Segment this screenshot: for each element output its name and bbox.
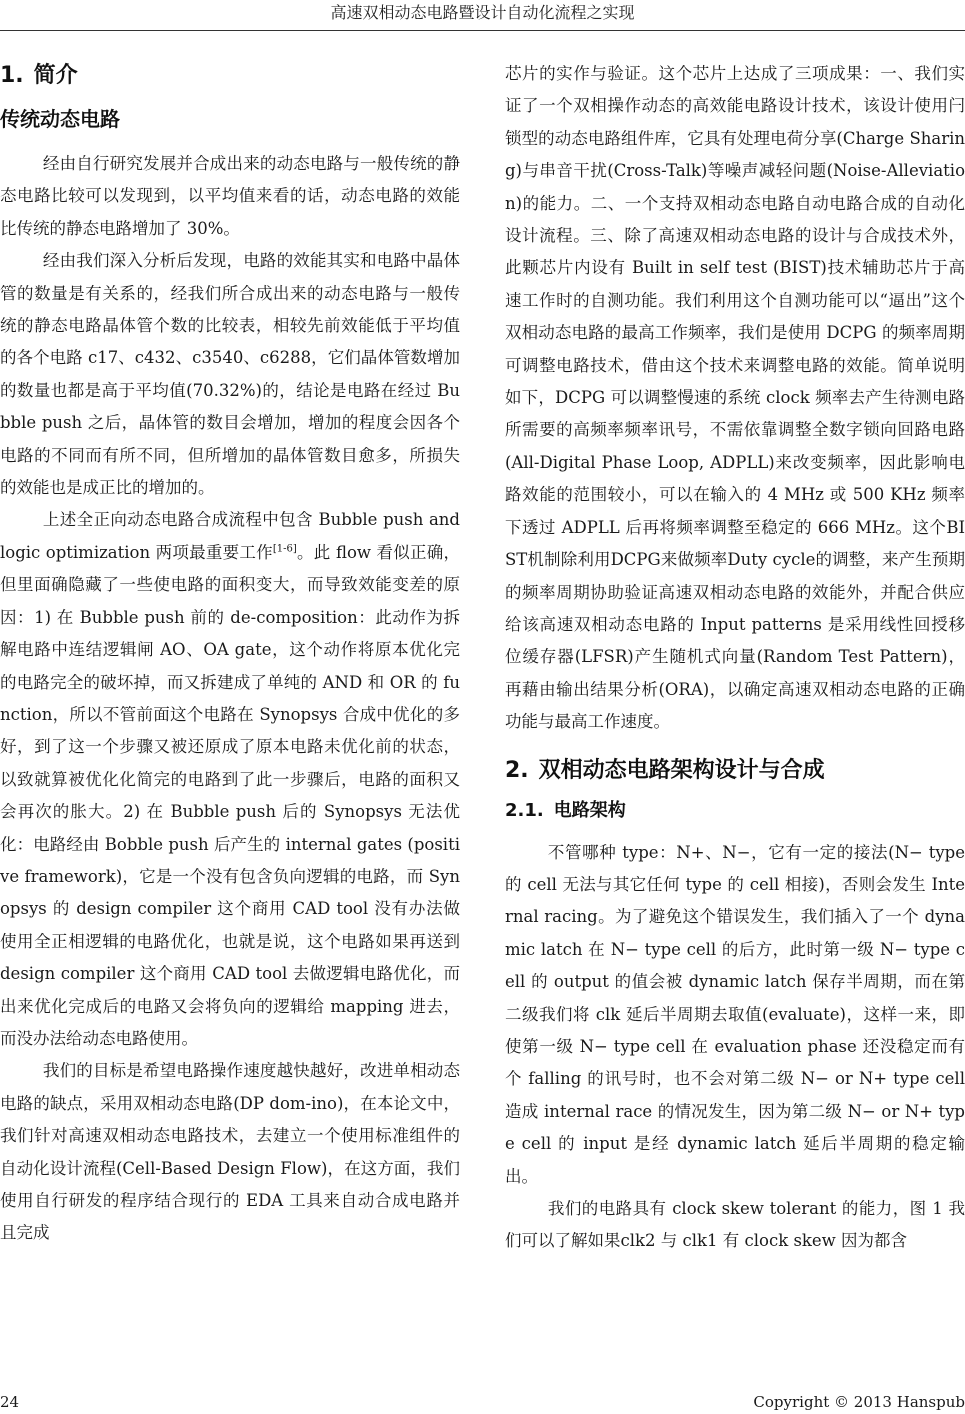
paragraph-left-3 [0, 504, 460, 1055]
section-2-heading [505, 753, 965, 789]
paragraph-left-2: 经由我们深入分析后发现，电路的效能其实和电路中晶体管的数量是有关系的，经我们所合成出来的动态电路与一般传统的静态电路晶体管个数的比较表，相较先前效能低于平均值的各个电路 c17、c432、c3540、c6288，它们晶体管数增加的数量也都是高于平均值(70.32%)的，结论是电路在经过 Bubble push 之后，晶体管的数目会增加，增加的程度会因各个电路的不同而有所不同，但所增加的晶体管数目愈多，所损失的效能也是成正比的增加的。 [0, 251, 460, 498]
left-column [0, 58, 460, 1250]
citation-ref: [1-6] [272, 543, 297, 555]
section-2-number: 2. [505, 757, 529, 783]
header-divider [0, 30, 965, 31]
right-column [505, 58, 965, 1258]
subsection-2-1-title: 电路架构 [553, 799, 626, 821]
paragraph-right-1: 芯片的实作与验证。这个芯片上达成了三项成果：一、我们实证了一个双相操作动态的高效能电路设计技术，该设计使用闩锁型的动态电路组件库，它具有处理电荷分享(Charge Sharing)与串音干扰(Cross-Talk)等噪声减轻问题(Noise-Alleviation)的能力。二、一个支持双相动态电路自动电路合成的自动化设计流程。三、除了高速双相动态电路的设计与合成技术外，此颗芯片内设有 Built in self test (BIST)技术辅助芯片于高速工作时的自测功能。我们利用这个自测功能可以“逼出”这个双相动态电路的最高工作频率，我们是使用 DCPG 的频率周期可调整电路技术，借由这个技术来调整电路的效能。简单说明如下，DCPG 可以调整慢速的系统 clock 频率去产生待测电路所需要的高频率频率讯号，不需依靠调整全数字锁向回路电路(All-Digital Phase Loop, ADPLL)来改变频率，因此影响电路效能的范围较小，可以在输入的 4 MHz 或 500 KHz 频率下透过 ADPLL 后再将频率调整至稳定的 666 MHz。这个BIST机制除利用DCPG来做频率Duty cycle的调整，来产生预期的频率周期协助验证高速双相动态电路的效能外，并配合供应给该高速双相动态电路的 Input patterns 是采用线性回授移位缓存器(LFSR)产生随机式向量(Random Test Pattern)，再藉由输出结果分析(ORA)，以确定高速双相动态电路的正确功能与最高工作速度。 [505, 64, 965, 732]
copyright-notice: Copyright © 2013 Hanspub [753, 1393, 965, 1411]
subsection-traditional-dynamic-circuit: 传统动态电路 [0, 107, 120, 131]
subsection-2-1-number: 2.1. [505, 799, 544, 821]
paragraph-left-3-part-b: 。此 flow 看似正确，但里面确隐藏了一些使电路的面积变大，而导致效能变差的原因：1) 在 Bubble push 前的 de-composition：此动作为拆解电路中连结逻辑闸 AO、OA gate，这个动作将原本优化完的电路完全的破坏掉，而又拆建成了单纯的 AND 和 OR 的 function，所以不管前面这个电路在 Synopsys 合成中优化的多好，到了这一个步骤又被还原成了原本电路未优化前的状态，以致就算被优化化简完的电路到了此一步骤后，电路的面积又会再次的胀大。2) 在 Bubble push 后的 Synopsys 无法优化：电路经由 Bobble push 后产生的 internal gates (positive framework)，它是一个没有包含负向逻辑的电路，而 Synopsys 的 design compiler 这个商用 CAD tool 没有办法做使用全正相逻辑的电路优化，也就是说，这个电路如果再送到 design compiler 这个商用 CAD tool 去做逻辑电路优化，而出来优化完成后的电路又会将负向的逻辑给 mapping 进去，而没办法给动态电路使用。 [0, 542, 460, 1048]
page-number: 24 [0, 1393, 20, 1411]
running-header [0, 0, 965, 30]
section-1-number: 1. [0, 63, 24, 88]
paragraph-right-2: 不管哪种 type：N+、N−，它有一定的接法(N− type 的 cell 无法与其它任何 type 的 cell 相接)，否则会发生 Internal racing。为了避免这个错误发生，我们插入了一个 dynamic latch 在 N− type cell 的后方，此时第一级 N− type cell 的 output 的值会被 dynamic latch 保存半周期，而在第二级我们将 clk 延后半周期去取值(evaluate)，这样一来，即使第一级 N− type cell 在 evaluation phase 还没稳定而有个 falling 的讯号时，也不会对第二级 N− or N+ type cell 造成 internal race 的情况发生，因为第二级 N− or N+ type cell 的 input 是经 dynamic latch 延后半周期的稳定输出。 [505, 842, 965, 1186]
paragraph-left-4: 我们的目标是希望电路操作速度越快越好，改进单相动态电路的缺点，采用双相动态电路(DP dom-ino)，在本论文中，我们针对高速双相动态电路技术，去建立一个使用标准组件的自动化设计流程(Cell-Based Design Flow)，在这方面，我们使用自行研发的程序结合现行的 EDA 工具来自动合成电路并且完成 [0, 1061, 460, 1243]
paragraph-left-3-part-a: 上述全正向动态电路合成流程中包含 Bubble push and logic optimization 两项最重要工作 [0, 510, 460, 562]
section-1-heading [0, 58, 460, 94]
paragraph-left-1: 经由自行研究发展并合成出来的动态电路与一般传统的静态电路比较可以发现到，以平均值来看的话，动态电路的效能比传统的静态电路增加了 30%。 [0, 154, 460, 238]
running-title: 高速双相动态电路暨设计自动化流程之实现 [330, 3, 635, 22]
subsection-2-1-heading [505, 795, 965, 827]
section-1-title: 简介 [33, 63, 78, 88]
section-2-title: 双相动态电路架构设计与合成 [538, 757, 825, 783]
paragraph-right-3: 我们的电路具有 clock skew tolerant 的能力，图 1 我们可以了解如果clk2 与 clk1 有 clock skew 因为都含 [505, 1199, 965, 1251]
